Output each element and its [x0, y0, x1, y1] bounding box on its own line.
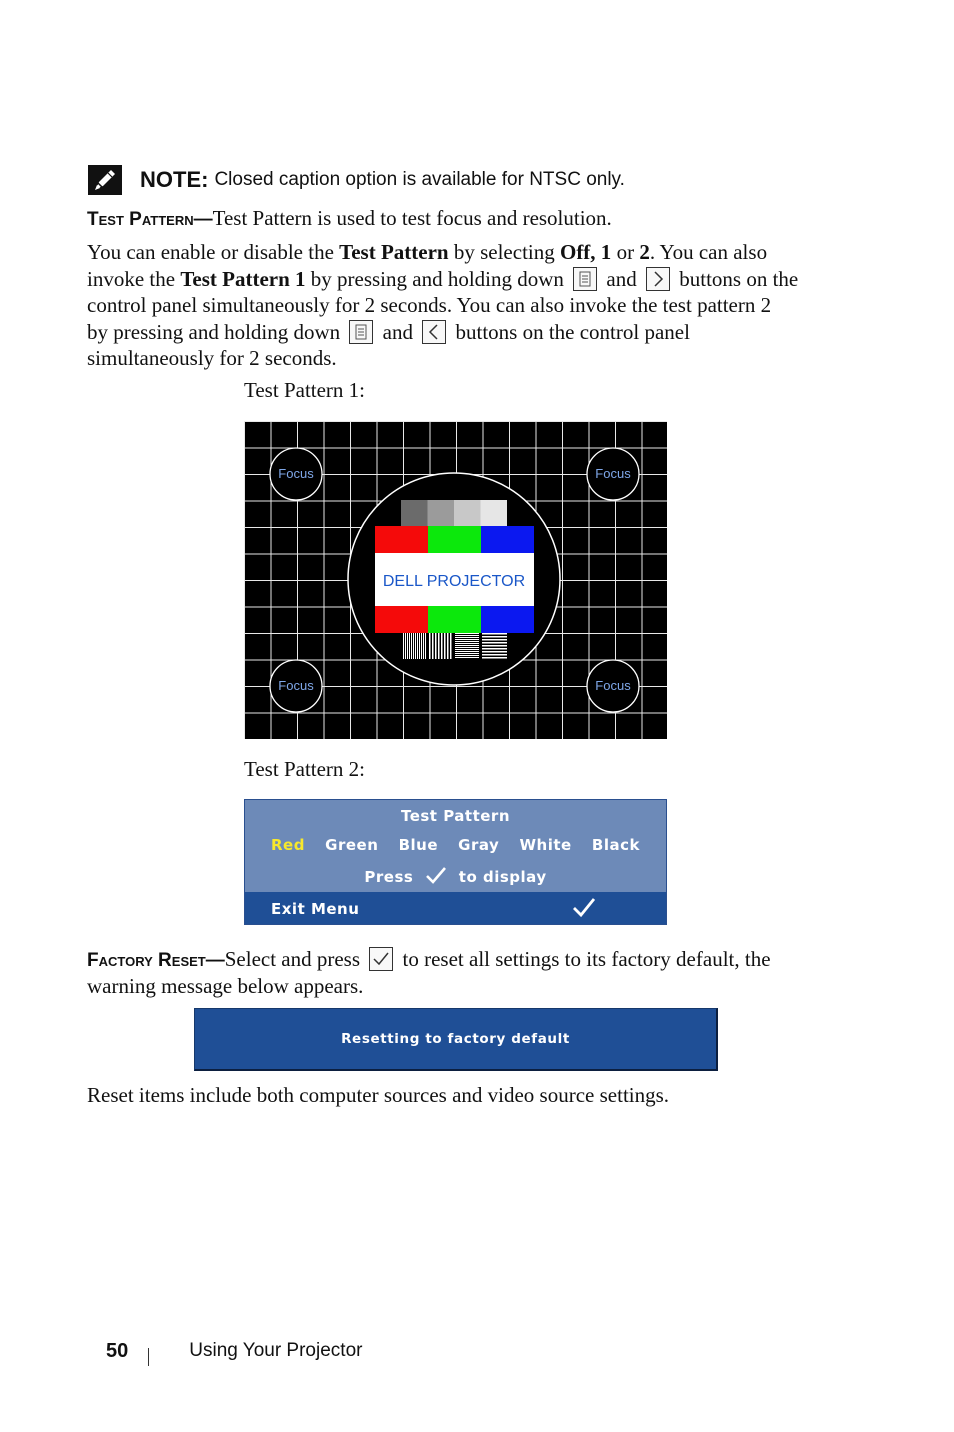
resolution-stripe: [417, 633, 418, 659]
resolution-stripe: [482, 639, 507, 641]
color-options: [271, 836, 640, 854]
dell-projector-label: DELL PROJECTOR: [382, 573, 526, 590]
note-text: Closed caption option is available for NTSC only.: [214, 169, 625, 190]
resolution-stripe: [482, 648, 507, 650]
resolution-stripe: [482, 642, 507, 644]
factory-reset-message-box: [194, 1008, 718, 1071]
focus-label-top-left: Focus: [278, 466, 314, 481]
resolution-stripe: [409, 633, 410, 659]
test-pattern-2-caption: Test Pattern 2:: [244, 757, 366, 781]
resolution-stripe: [455, 657, 479, 658]
color-option-blue[interactable]: Blue: [398, 836, 438, 854]
resolution-stripe: [455, 651, 479, 652]
page-footer: [106, 1336, 362, 1366]
resolution-stripe: [455, 647, 479, 648]
menu-button-icon: [349, 320, 373, 344]
test-pattern-intro: [87, 205, 612, 234]
paragraph-line-3: control panel simultaneously for 2 seconds. You can also invoke the test pattern 2: [87, 293, 772, 317]
test-pattern-heading: Test Pattern—: [87, 209, 213, 230]
resolution-stripe: [447, 633, 449, 659]
resolution-stripe: [444, 633, 446, 659]
resolution-stripe: [415, 633, 416, 659]
paragraph-line-5: simultaneously for 2 seconds.: [87, 346, 337, 370]
resolution-stripe: [407, 633, 408, 659]
exit-menu-row[interactable]: [245, 892, 666, 924]
resolution-stripe: [421, 633, 422, 659]
resolution-stripe: [435, 633, 437, 659]
color-option-black[interactable]: Black: [591, 836, 640, 854]
exit-menu-label: Exit Menu: [271, 900, 360, 918]
paragraph-line-4: by pressing and holding down and buttons on the control panel: [87, 320, 690, 344]
footer-divider: [148, 1348, 149, 1366]
focus-label-bottom-left: Focus: [278, 678, 314, 693]
note: [88, 164, 625, 196]
menu-button-icon: [573, 267, 597, 291]
resolution-stripe: [413, 633, 414, 659]
resolution-stripe: [450, 633, 452, 659]
resolution-stripe: [441, 633, 443, 659]
resolution-stripe: [455, 639, 479, 640]
color-option-green[interactable]: Green: [325, 836, 379, 854]
resolution-stripe: [455, 641, 479, 642]
test-pattern-1-caption: Test Pattern 1:: [244, 378, 366, 402]
resolution-stripe: [482, 636, 507, 638]
test-pattern-1-image: [244, 421, 667, 739]
focus-label-top-right: Focus: [595, 466, 631, 481]
footer-section-title: Using Your Projector: [189, 1340, 363, 1361]
factory-reset-line-2: warning message below appears.: [87, 974, 364, 998]
page-number: 50: [106, 1339, 129, 1362]
resolution-stripe: [403, 633, 404, 659]
test-pattern-intro-text: Test Pattern is used to test focus and resolution.: [212, 206, 612, 230]
resolution-stripe: [455, 633, 479, 634]
resolution-stripe: [455, 637, 479, 638]
resolution-stripe: [438, 633, 440, 659]
resolution-stripe: [429, 633, 431, 659]
resolution-stripe: [482, 654, 507, 656]
factory-reset-heading: Factory Reset—: [87, 950, 225, 971]
resolution-stripe: [455, 645, 479, 646]
color-option-white[interactable]: White: [519, 836, 572, 854]
resolution-stripe: [482, 633, 507, 635]
resolution-stripe: [482, 657, 507, 659]
resolution-stripe: [482, 651, 507, 653]
resolution-stripe: [419, 633, 420, 659]
factory-reset-line-1: Factory Reset—Select and press to reset all settings to its factory default, the: [87, 947, 771, 971]
color-option-gray[interactable]: Gray: [458, 836, 500, 854]
resolution-stripe: [423, 633, 424, 659]
resolution-stripe: [411, 633, 412, 659]
checkmark-icon: [572, 896, 596, 918]
paragraph-line-2: invoke the Test Pattern 1 by pressing and holding down and buttons on the: [87, 267, 799, 291]
factory-reset-message: Resetting to factory default: [341, 1031, 570, 1047]
test-pattern-2-menu: [244, 799, 667, 925]
resolution-stripe: [405, 633, 406, 659]
note-label: NOTE:: [140, 167, 209, 192]
right-arrow-button-icon: [646, 267, 670, 291]
reset-items-text: Reset items include both computer sources and video source settings.: [87, 1083, 670, 1107]
resolution-stripe: [455, 649, 479, 650]
resolution-stripe: [455, 655, 479, 656]
resolution-stripe: [432, 633, 434, 659]
press-instruction: Press to display: [364, 868, 547, 886]
resolution-stripe: [482, 645, 507, 647]
resolution-stripe: [455, 643, 479, 644]
paragraph-line-1: You can enable or disable the Test Pattern by selecting Off, 1 or 2. You can also: [87, 240, 768, 264]
resolution-stripe: [425, 633, 426, 659]
color-option-red[interactable]: Red: [271, 836, 305, 854]
resolution-stripe: [455, 635, 479, 636]
checkmark-icon: [425, 866, 447, 884]
select-check-button-icon: [369, 947, 393, 971]
test-pattern-menu-title: Test Pattern: [400, 807, 511, 825]
resolution-stripe: [455, 653, 479, 654]
left-arrow-button-icon: [422, 320, 446, 344]
pencil-note-icon: [88, 165, 122, 195]
focus-label-bottom-right: Focus: [595, 678, 631, 693]
